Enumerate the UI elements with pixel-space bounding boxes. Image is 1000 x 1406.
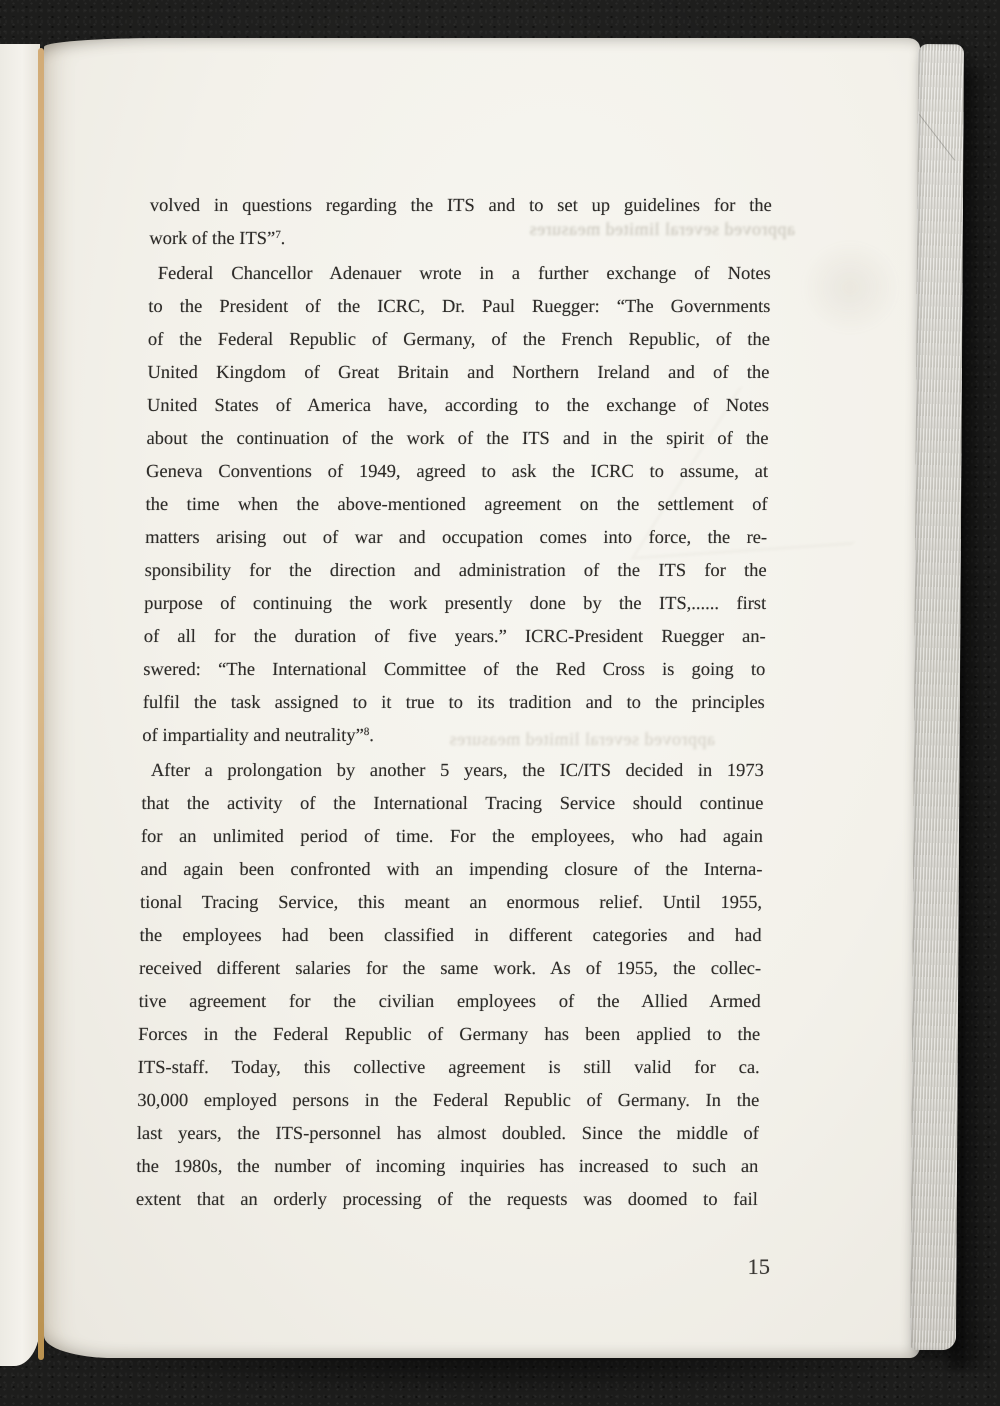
- text-line: work of the ITS”$^7$.: [149, 228, 286, 249]
- text-line: United Kingdom of Great Britain and Northern Ireland and of the: [147, 363, 770, 383]
- text-line: extent that an orderly processing of the requests was doomed to fail: [135, 1190, 759, 1210]
- text-line: of impartiality and neutrality”$^8$.: [142, 725, 375, 746]
- text-line: 30,000 employed persons in the Federal Republic of Germany. In the: [137, 1091, 760, 1111]
- text-line: about the continuation of the work of the ITS and in the spirit of the: [146, 429, 769, 449]
- text-line: received different salaries for the same work. As of 1955, the collec-: [138, 959, 762, 979]
- showthrough-artifact: [800, 240, 900, 335]
- text-line: matters arising out of war and occupation comes into force, the re-: [145, 528, 768, 548]
- page-stack-edge: [910, 44, 964, 1350]
- text-line: volved in questions regarding the ITS and to set up guidelines for the: [149, 196, 772, 216]
- text-line: After a prolongation by another 5 years, the IC/ITS decided in 1973: [150, 761, 765, 781]
- body-text: [136, 190, 772, 1217]
- text-line: tive agreement for the civilian employees of the Allied Armed: [138, 992, 761, 1012]
- showthrough-text-top: approved several limited measures: [529, 219, 795, 239]
- showthrough-text-middle: approved several limited measures: [449, 729, 715, 749]
- text-line: Federal Chancellor Adenauer wrote in a further exchange of Notes: [157, 264, 771, 284]
- text-line: Forces in the Federal Republic of Germany has been applied to the: [138, 1025, 761, 1045]
- text-line: swered: “The International Committee of the Red Cross is going to: [143, 660, 766, 680]
- text-line: ITS-staff. Today, this collective agreement is still valid for ca.: [137, 1058, 760, 1078]
- text-line: to the President of the ICRC, Dr. Paul Ruegger: “The Governments: [148, 297, 771, 317]
- text-line: last years, the ITS-personnel has almost doubled. Since the middle of: [136, 1124, 759, 1144]
- text-line: and again been confronted with an impending closure of the Interna-: [140, 860, 763, 880]
- text-line: the employees had been classified in different categories and had: [139, 926, 762, 946]
- page-number: 15: [747, 1254, 770, 1279]
- text-line: the time when the above-mentioned agreement on the settlement of: [145, 495, 768, 515]
- text-line: United States of America have, according to the exchange of Notes: [146, 396, 770, 416]
- text-line: the 1980s, the number of incoming inquiries has increased to such an: [136, 1157, 759, 1177]
- text-line: of the Federal Republic of Germany, of the French Republic, of the: [147, 330, 771, 350]
- text-line: purpose of continuing the work presently done by the ITS,...... first: [144, 594, 767, 614]
- text-line: Geneva Conventions of 1949, agreed to ask the ICRC to assume, at: [145, 462, 769, 482]
- text-line: fulfil the task assigned to it true to its tradition and to the principles: [142, 693, 765, 713]
- page-edge-scratch: [919, 114, 955, 161]
- text-line: tional Tracing Service, this meant an enormous relief. Until 1955,: [139, 893, 763, 913]
- facing-page-edge: [0, 44, 40, 1366]
- text-line: of all for the duration of five years.” ICRC-President Ruegger an-: [143, 627, 766, 647]
- text-line: that the activity of the International Tracing Service should continue: [141, 794, 764, 814]
- text-line: sponsibility for the direction and administration of the ITS for the: [144, 561, 767, 581]
- text-line: for an unlimited period of time. For the employees, who had again: [140, 827, 764, 847]
